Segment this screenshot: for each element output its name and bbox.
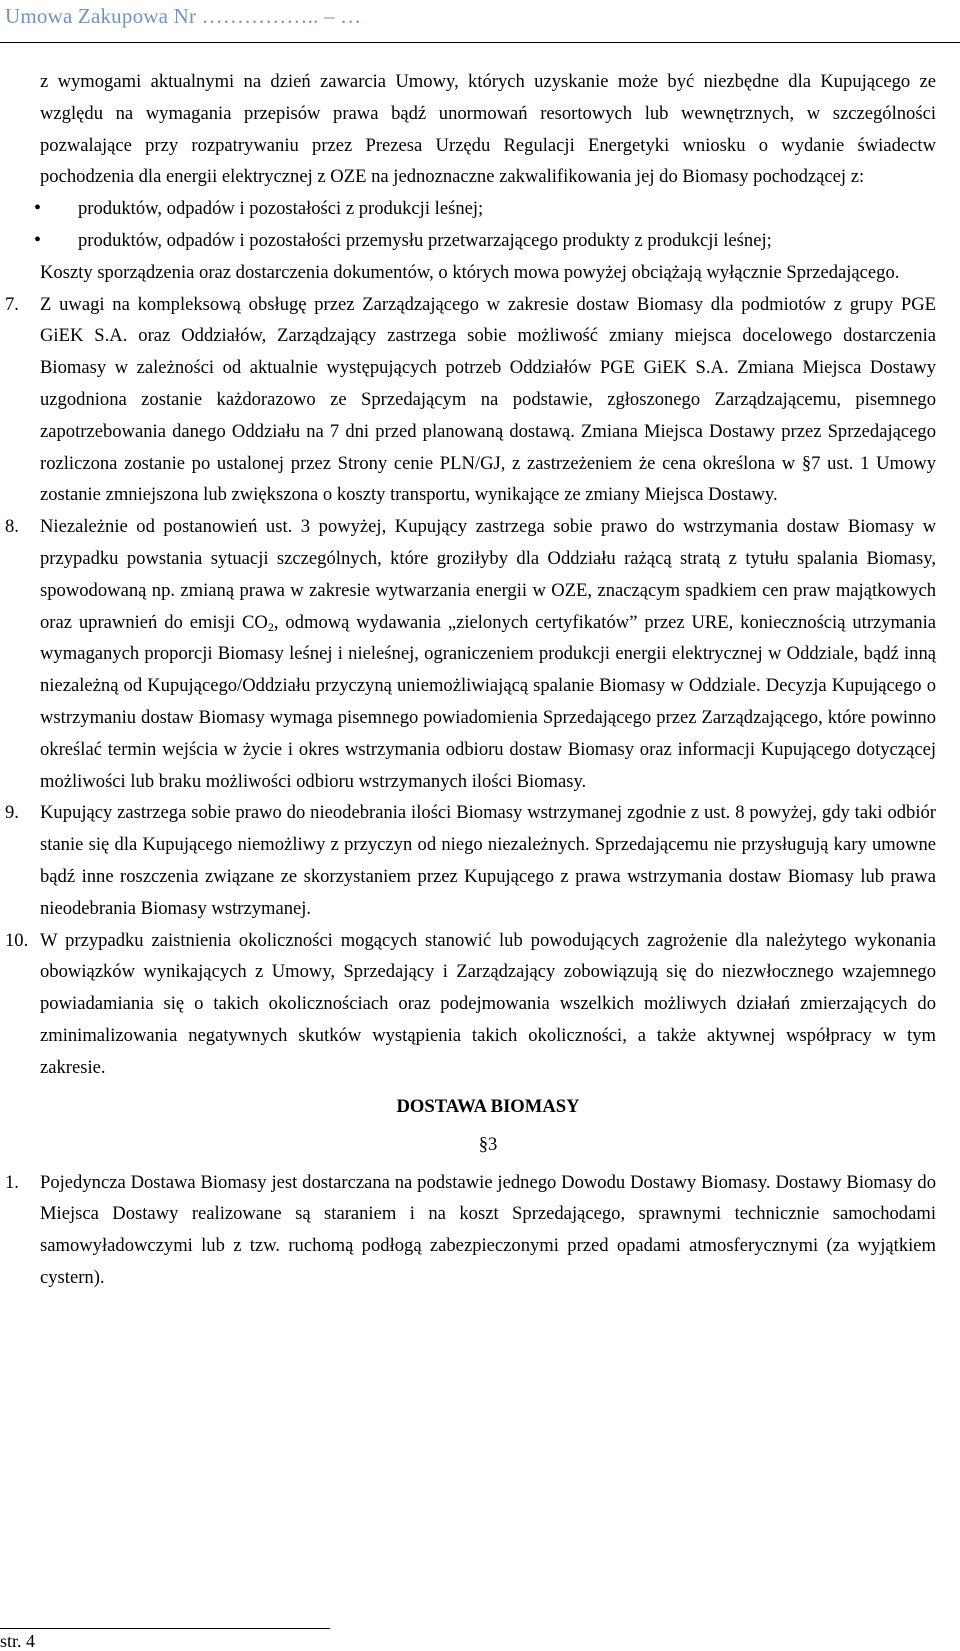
clause-9 (5, 797, 936, 924)
page-number: str. 4 (0, 1631, 36, 1651)
intro-paragraph: z wymogami aktualnymi na dzień zawarcia Umowy, których uzyskanie może być niezbędne dla Kupującego ze względu na wymagania przepisów prawa bądź unormowań resortowych lub wewnętrznych, w szczególności pozwalające przy rozpatrywaniu przez Prezesa Urzędu Regulacji Energetyki wniosku o wydanie świadectw pochodzenia dla energii elektrycznej z OZE na jednoznaczne zakwalifikowania jej do Biomasy pochodzącej z: (40, 71, 936, 188)
section-heading: DOSTAWA BIOMASY (396, 1095, 580, 1117)
clause-number: 9. (5, 802, 19, 824)
clause-number: 10. (5, 929, 29, 951)
co2-subscript: 2 (267, 619, 274, 634)
footer-divider (0, 1628, 330, 1629)
clause-10 (5, 925, 936, 1084)
clause-number: 8. (5, 516, 19, 538)
bullet-icon: • (34, 197, 42, 220)
header-divider (0, 42, 960, 43)
clause-text: Pojedyncza Dostawa Biomasy jest dostarczana na podstawie jednego Dowodu Dostawy Biomasy. Dostawy Biomasy do Miejsca Dostawy realizowane są staraniem i na koszt Sprzedającego, sprawnymi technicznie samochodami samowyładowczymi lub z tzw. ruchomą podłogą zabezpieczonymi przed opadami atmosferycznymi (za wyjątkiem cystern). (40, 1171, 936, 1288)
document-body (5, 66, 936, 1294)
bullet-item-forest-production (34, 193, 936, 225)
costs-paragraph: Koszty sporządzenia oraz dostarczenia dokumentów, o których mowa powyżej obciążają wyłącznie Sprzedającego. (40, 261, 900, 283)
clause-7 (5, 289, 936, 512)
section-clause-1 (5, 1167, 936, 1294)
clause-8 (5, 511, 936, 797)
document-header-title: Umowa Zakupowa Nr …………….. – … (5, 4, 362, 28)
clause-text-part-a: Niezależnie od postanowień ust. 3 powyżej, Kupujący zastrzega sobie prawo do wstrzymania dostaw Biomasy w przypadku powstania sytuacji szczególnych, które groziłyby dla Oddziału rażącą stratą z tytułu spalania Biomasy, spowodowaną np. zmianą prawa w zakresie wytwarzania energii w OZE, znaczącym spadkiem cen praw majątkowych oraz uprawnień do emisji CO (40, 516, 936, 633)
bullet-text: produktów, odpadów i pozostałości z produkcji leśnej; (78, 198, 484, 220)
clause-text: W przypadku zaistnienia okoliczności mogących stanowić lub powodujących zagrożenie dla należytego wykonania obowiązków wynikających z Umowy, Sprzedający i Zarządzający zobowiązują się do niezwłocznego wzajemnego powiadamiania się o takich okolicznościach oraz podejmowania wszelkich możliwych działań zmierzających do zminimalizowania negatywnych skutków wystąpienia takich okoliczności, a także aktywnej współpracy w tym zakresie. (40, 929, 936, 1078)
clause-number: 7. (5, 293, 19, 315)
clause-text-part-b: , odmową wydawania „zielonych certyfikatów” przez URE, koniecznością utrzymania wymaganych proporcji Biomasy leśnej i nieleśnej, ograniczeniem produkcji energii elektrycznej w Oddziale, bądź inną niezależną od Kupującego/Oddziału przyczyną uniemożliwiającą spalanie Biomasy w Oddziale. Decyzja Kupującego o wstrzymaniu dostaw Biomasy wymaga pisemnego powiadomienia Sprzedającego przez Zarządzającego, które powinno określać termin wejścia w życie i okres wstrzymania odbioru dostaw Biomasy oraz informacji Kupującego dotyczącej możliwości lub braku możliwości odbioru wstrzymanych ilości Biomasy. (40, 611, 936, 792)
bullet-icon: • (34, 228, 42, 251)
section-symbol: §3 (478, 1133, 498, 1155)
clause-text: Kupujący zastrzega sobie prawo do nieodebrania ilości Biomasy wstrzymanej zgodnie z ust. 8 powyżej, gdy taki odbiór stanie się dla Kupującego niemożliwy z przyczyn od niego niezależnych. Sprzedającemu nie przysługują kary umowne bądź inne roszczenia związane ze skorzystaniem przez Kupującego z prawa wstrzymania dostaw Biomasy lub prawa nieodebrania Biomasy wstrzymanej. (40, 802, 936, 919)
clause-text: Z uwagi na kompleksową obsługę przez Zarządzającego w zakresie dostaw Biomasy dla podmiotów z grupy PGE GiEK S.A. oraz Oddziałów, Zarządzający zastrzega sobie możliwość zmiany miejsca docelowego dostarczenia Biomasy w zależności od aktualnie występujących potrzeb Oddziałów PGE GiEK S.A. Zmiana Miejsca Dostawy uzgodniona zostanie każdorazowo ze Sprzedającym na podstawie, zgłoszonego Zarządzającemu, pisemnego zapotrzebowania danego Oddziału na 7 dni przed planowaną dostawą. Zmiana Miejsca Dostawy przez Sprzedającego rozliczona zostanie po ustalonej przez Strony cenie PLN/GJ, z zastrzeżeniem że cena określona w §7 ust. 1 Umowy zostanie zmniejszona lub zwiększona o koszty transportu, wynikające ze zmiany Miejsca Dostawy. (40, 293, 936, 506)
bullet-text: produktów, odpadów i pozostałości przemysłu przetwarzającego produkty z produkcji leśnej; (78, 229, 772, 251)
bullet-item-forest-industry (34, 225, 936, 257)
clause-number: 1. (5, 1171, 19, 1193)
